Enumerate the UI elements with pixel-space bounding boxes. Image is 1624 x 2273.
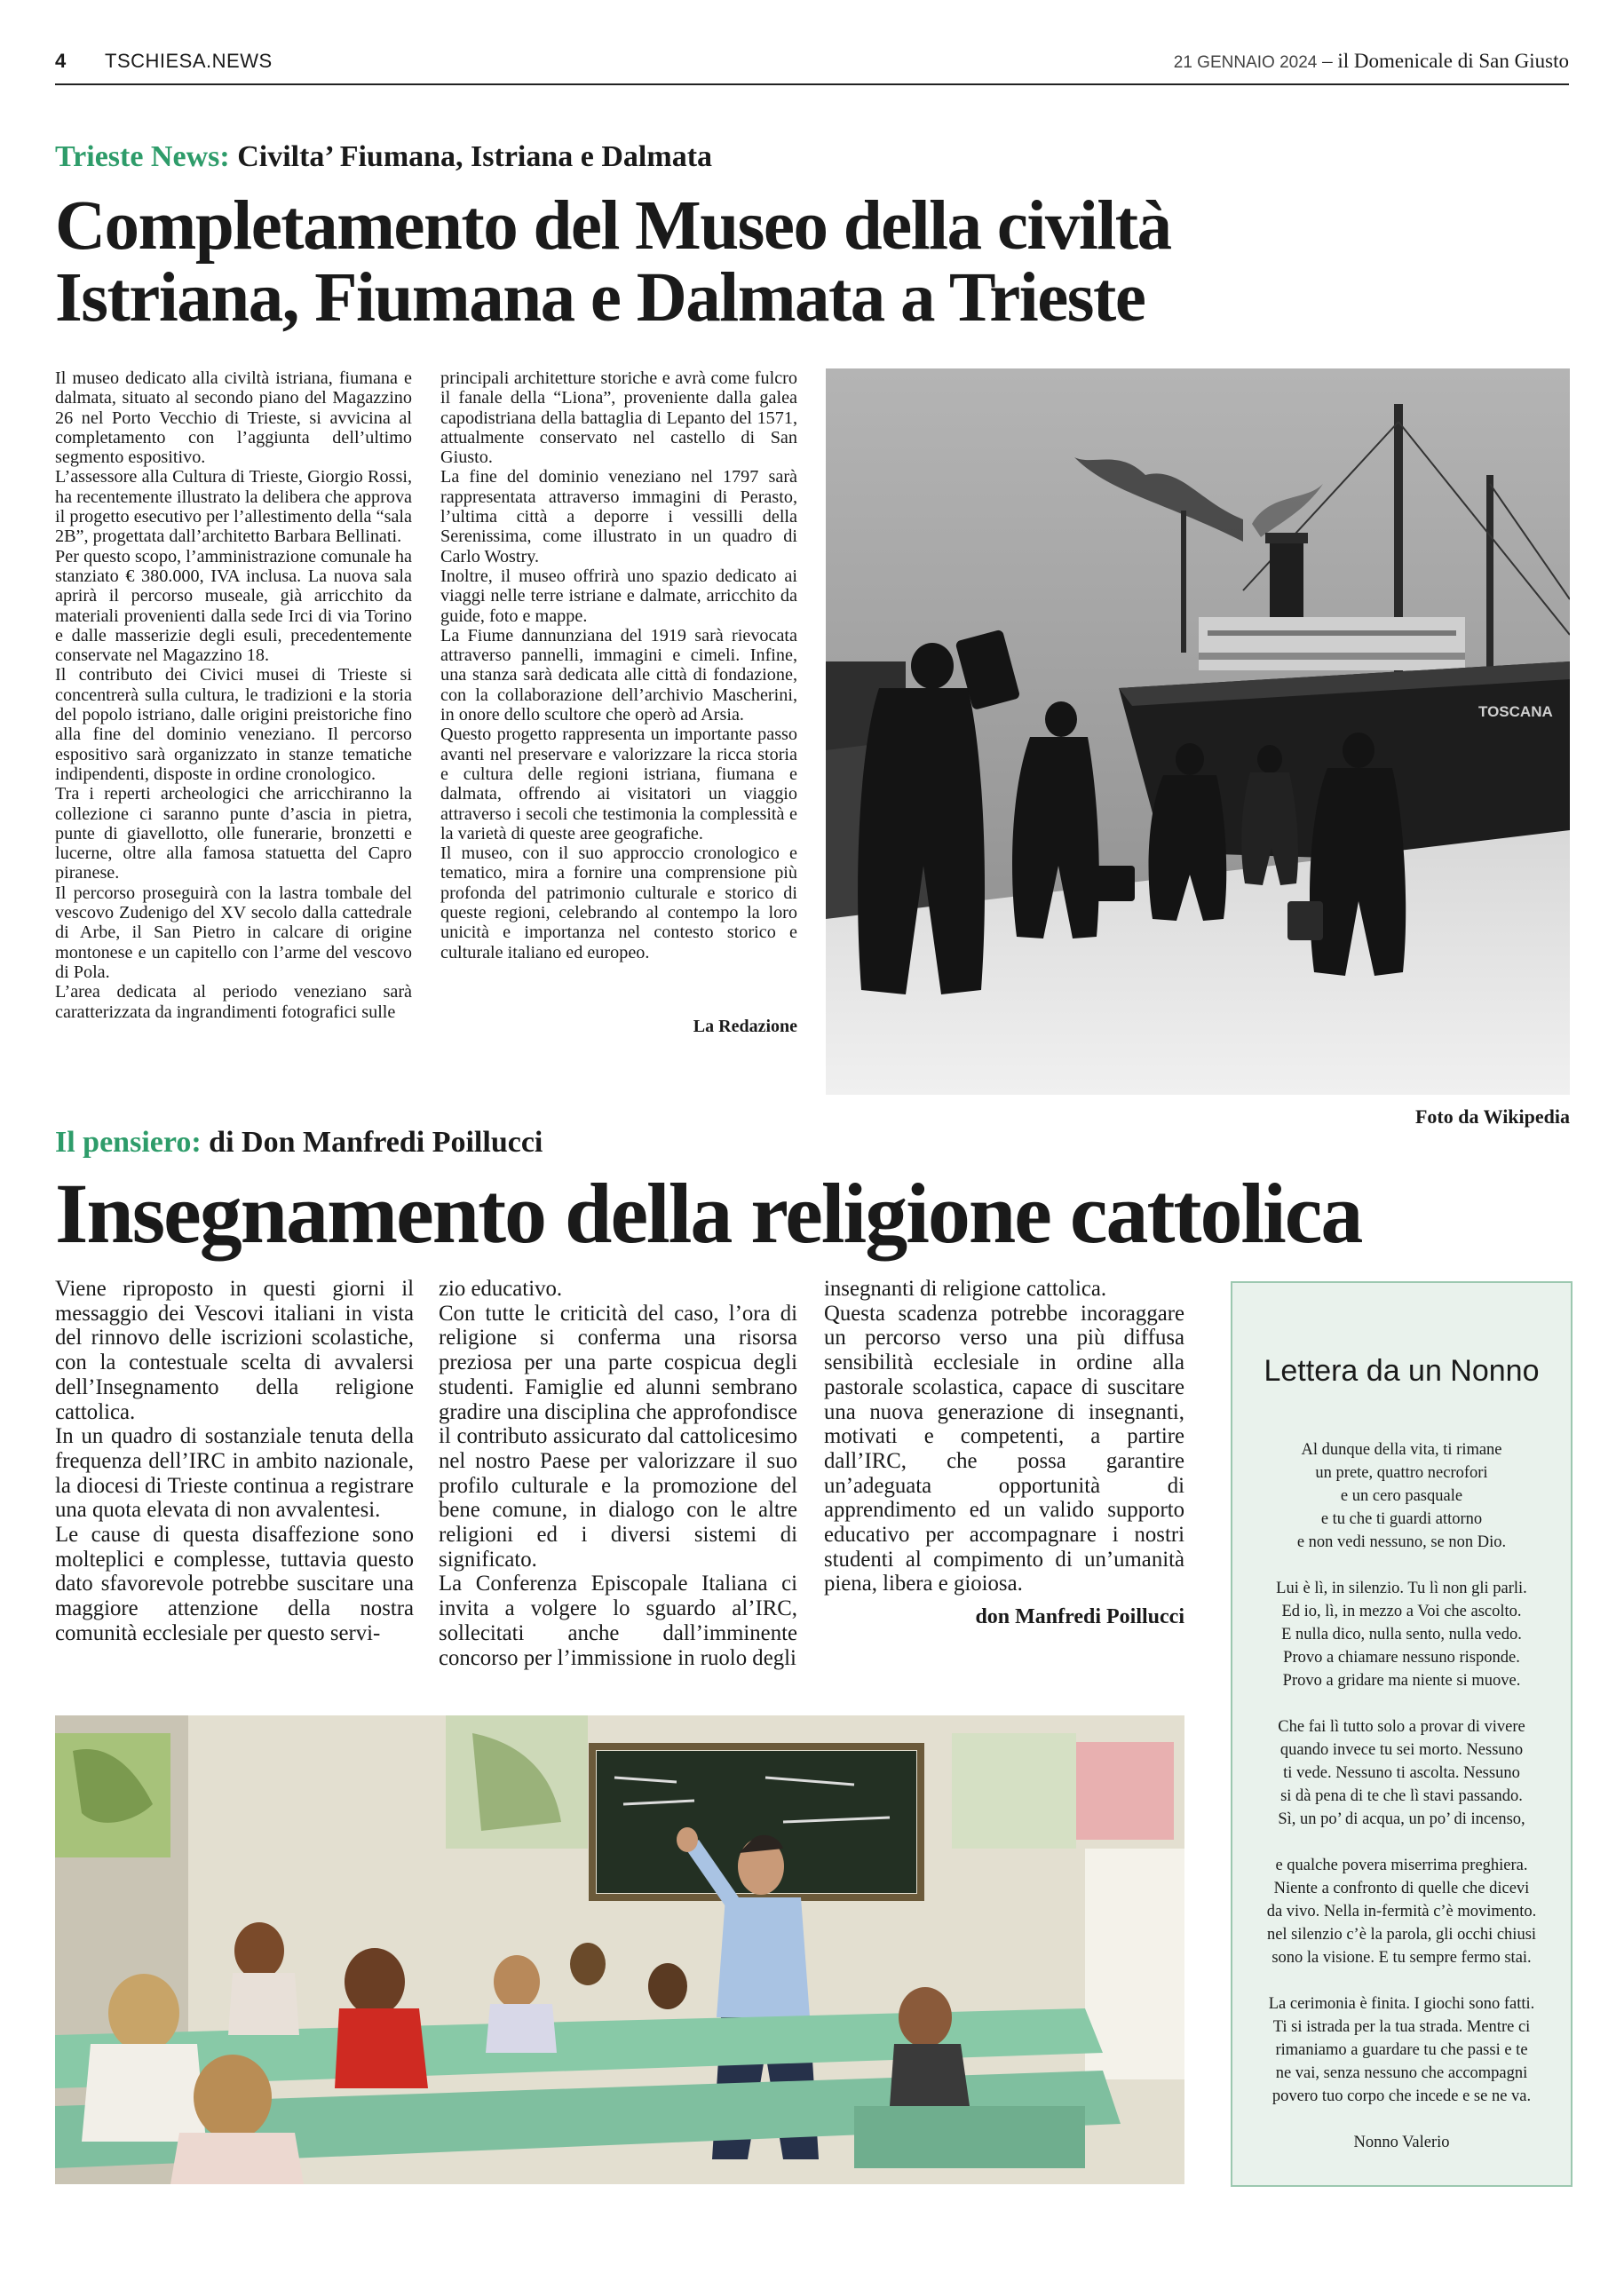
article2-kicker-text: di Don Manfredi Poillucci — [201, 1126, 543, 1159]
article1-paragraph: Il percorso proseguirà con la lastra tombale del vescovo Zudenigo del XV secolo dalla cattedrale di Arbe, il San Pietro in calcare di origine montonese e un capitello con l’arme del vescovo di Pola. — [55, 883, 412, 982]
date-separator: – — [1317, 50, 1338, 72]
poem-stanza: La cerimonia è finita. I giochi sono fatti. Ti si istrada per la tua strada. Mentre ci rimaniamo a guardare tu che passi e te ne vai, senza nessuno che accompagni povero tuo corpo che incede e se ne va. — [1268, 1995, 1535, 2105]
ship-name-label: TOSCANA — [1478, 703, 1553, 720]
issue-date-text: 21 GENNAIO 2024 — [1173, 53, 1318, 72]
article2-paragraph: insegnanti di religione cattolica. — [824, 1277, 1107, 1301]
page-header — [55, 50, 1569, 85]
article2-column-3 — [824, 1277, 1184, 1596]
poem-stanza: Che fai lì tutto solo a provar di vivere quando invece tu sei morto. Nessuno ti vede. Nessuno ti ascolta. Nessuno si dà pena di te che lì stavi passando. Sì, un po’ di acqua, un po’ di incenso, — [1278, 1718, 1525, 1828]
article1-paragraph: Tra i reperti archeologici che arricchiranno la collezione ci saranno punte d’ascia in pietra, punte di giavellotto, olle funerarie, bronzetti e lucerne, oltre alla famosa statuetta del Capro piranese. — [55, 784, 412, 883]
poem-stanza: Al dunque della vita, ti rimane un prete, quattro necrofori e un cero pasquale e tu che ti guardi attorno e non vedi nessuno, se non Dio. — [1296, 1441, 1507, 1551]
article1-paragraph: Il museo, con il suo approccio cronologico e tematico, mira a fornire una comprensione più profonda del patrimonio culturale e storico di queste regioni, celebrando al contempo la loro unicità e importanza nel contesto storico e culturale italiano ed europeo. — [440, 843, 797, 962]
classroom-photo — [55, 1715, 1184, 2184]
publication-name: il Domenicale di San Giusto — [1337, 50, 1569, 72]
article1-paragraph: Per questo scopo, l’amministrazione comunale ha stanziato € 380.000, IVA inclusa. La nuova sala aprirà il percorso museale, già arricchito da materiali provenienti dalla sede Irci di via Torino e dalle masserizie degli esuli, precedentemente conservate nel Magazzino 18. — [55, 546, 412, 666]
article2-paragraph: Viene riproposto in questi giorni il messaggio dei Vescovi italiani in vista del rinnovo delle iscrizioni scolastiche, con la contestuale scelta di avvalersi dell’Insegnamento della religione cattolica. — [55, 1277, 414, 1424]
article1-column-1 — [55, 368, 412, 1022]
article1-kicker-text: Civilta’ Fiumana, Istriana e Dalmata — [229, 140, 713, 173]
article1-paragraph: La fine del dominio veneziano nel 1797 sarà rappresentata attraverso immagini di Perasto, l’ultima città a deporre i vessilli della Serenissima, come illustrato in un quadro di Carlo Wostry. — [440, 467, 797, 566]
poem-stanza: e qualche povera miserrima preghiera. Niente a confronto di quelle che dicevi da vivo. Nella in-fermità c’è movimento. nel silenzio c’è la parola, gli occhi chiusi sono la visione. E tu sempre fermo stai. — [1266, 1857, 1537, 1967]
ship-photo-caption: Foto da Wikipedia — [1414, 1105, 1570, 1128]
classroom-photo-illustration — [55, 1715, 1184, 2184]
article1-kicker — [55, 140, 712, 174]
article1-paragraph: L’assessore alla Cultura di Trieste, Giorgio Rossi, ha recentemente illustrato la delibera che approva il progetto esecutivo per l’allestimento della “sala 2B”, progettata dall’architetto Barbara Bellinati. — [55, 467, 412, 547]
article2-headline: Insegnamento della religione cattolica — [55, 1166, 1362, 1261]
article1-headline-line2: Istriana, Fiumana e Dalmata a Trieste — [55, 258, 1145, 337]
article2-paragraph: Questa scadenza potrebbe incoraggare un percorso verso una più diffusa sensibilità ecclesiale in ordine alla pastorale scolastica, capace di suscitare una nuova generazione di insegnanti, motivati e competenti, a partire dall’IRC, che possa garantire un’adeguata opportunità di apprendimento ed un valido supporto educativo per accompagnare i nostri studenti al compimento di un’umanità piena, libera e gioiosa. — [824, 1301, 1184, 1596]
article1-column-2 — [440, 368, 797, 962]
article1-signature: La Redazione — [693, 1017, 797, 1036]
poem-stanza: Lui è lì, in silenzio. Tu lì non gli parli. Ed io, lì, in mezzo a Voi che ascolto. E nulla dico, nulla sento, nulla vedo. Provo a chiamare nessuno risponde. Provo a gridare ma niente si muove. — [1276, 1580, 1527, 1690]
article2-paragraph: zio educativo. — [439, 1277, 563, 1301]
poem-title: Lettera da un Nonno — [1264, 1354, 1540, 1388]
poem-body — [1232, 1438, 1571, 2177]
article2-paragraph: Con tutte le criticità del caso, l’ora di religione si conferma una risorsa preziosa per una parte cospicua degli studenti. Famiglie ed alunni sembrano gradire una disciplina che approfondisce il contributo assicurato dal cattolicesimo nel nostro Paese per valorizzare il suo profilo culturale e la promozione del bene comune, in dialogo con le altre religioni ed i diversi sistemi di significato. — [439, 1301, 797, 1572]
article1-paragraph: Questo progetto rappresenta un importante passo avanti nel preservare e valorizzare la ricca storia e cultura delle regioni istriana, fiumana e dalmata, offrendo ai visitatori un viaggio attraverso i secoli che testimonia la complessità e la varietà di queste aree geografiche. — [440, 725, 797, 843]
article1-headline-line1: Completamento del Museo della civiltà — [55, 187, 1171, 265]
article2-paragraph: In un quadro di sostanziale tenuta della frequenza dell’IRC in ambito nazionale, la diocesi di Trieste continua a registrare una quota elevata di non avvalentesi. — [55, 1424, 414, 1523]
article2-signature: don Manfredi Poillucci — [975, 1605, 1184, 1628]
article1-kicker-label: Trieste News: — [55, 140, 230, 173]
poem-sidebar — [1231, 1281, 1573, 2187]
article1-paragraph: Il museo dedicato alla civiltà istriana, fiumana e dalmata, situato al secondo piano del Magazzino 26 nel Porto Vecchio di Trieste, si avvicina al completamento con l’aggiunta dell’ultimo segmento espositivo. — [55, 368, 412, 468]
article1-headline — [55, 187, 1171, 337]
article2-paragraph: La Conferenza Episcopale Italiana ci invita a volgere lo sguardo al’IRC, sollecitati anche dall’imminente concorso per l’immissione in ruolo degli — [439, 1572, 797, 1670]
article2-column-2 — [439, 1277, 797, 1670]
ship-photo-illustration — [826, 368, 1570, 1095]
site-name[interactable]: TSCHIESA.NEWS — [105, 50, 273, 72]
article1-paragraph: L’area dedicata al periodo veneziano sarà caratterizzata da ingrandimenti fotografici sulle — [55, 982, 412, 1022]
issue-date — [1174, 50, 1569, 73]
article1-paragraph: Il contributo dei Civici musei di Trieste si concentrerà sulla cultura, le tradizioni e la storia del popolo istriano, dalle origini preistoriche fino alla fine del dominio veneziano. Il percorso espositivo sarà organizzato in stanze tematiche indipendenti, disposte in ordine cronologico. — [55, 665, 412, 784]
article2-column-1 — [55, 1277, 414, 1646]
article1-paragraph: La Fiume dannunziana del 1919 sarà rievocata attraverso pannelli, immagini e cimeli. Infine, una stanza sarà dedicata alle città di fondazione, con la collaborazione dell’archivio Mascherini, in onore dello scultore che operò ad Arsia. — [440, 625, 797, 725]
article1-paragraph: principali architetture storiche e avrà come fulcro il fanale della “Liona”, proveniente dalla galea capodistriana della battaglia di Lepanto del 1571, attualmente conservato nel castello di San Giusto. — [440, 368, 797, 468]
article2-kicker-label: Il pensiero: — [55, 1126, 202, 1159]
article2-paragraph: Le cause di questa disaffezione sono molteplici e complesse, tuttavia questo dato sfavorevole potrebbe suscitare una maggiore attenzione della nostra comunità ecclesiale per questo servi- — [55, 1523, 414, 1645]
page-number: 4 — [55, 50, 67, 72]
ship-photo — [826, 368, 1570, 1095]
article2-kicker — [55, 1126, 543, 1160]
article1-paragraph: Inoltre, il museo offrirà uno spazio dedicato ai viaggi nelle terre istriane e dalmate, arricchito da guide, foto e mappe. — [440, 566, 797, 626]
poem-author: Nonno Valerio — [1353, 2134, 1450, 2151]
